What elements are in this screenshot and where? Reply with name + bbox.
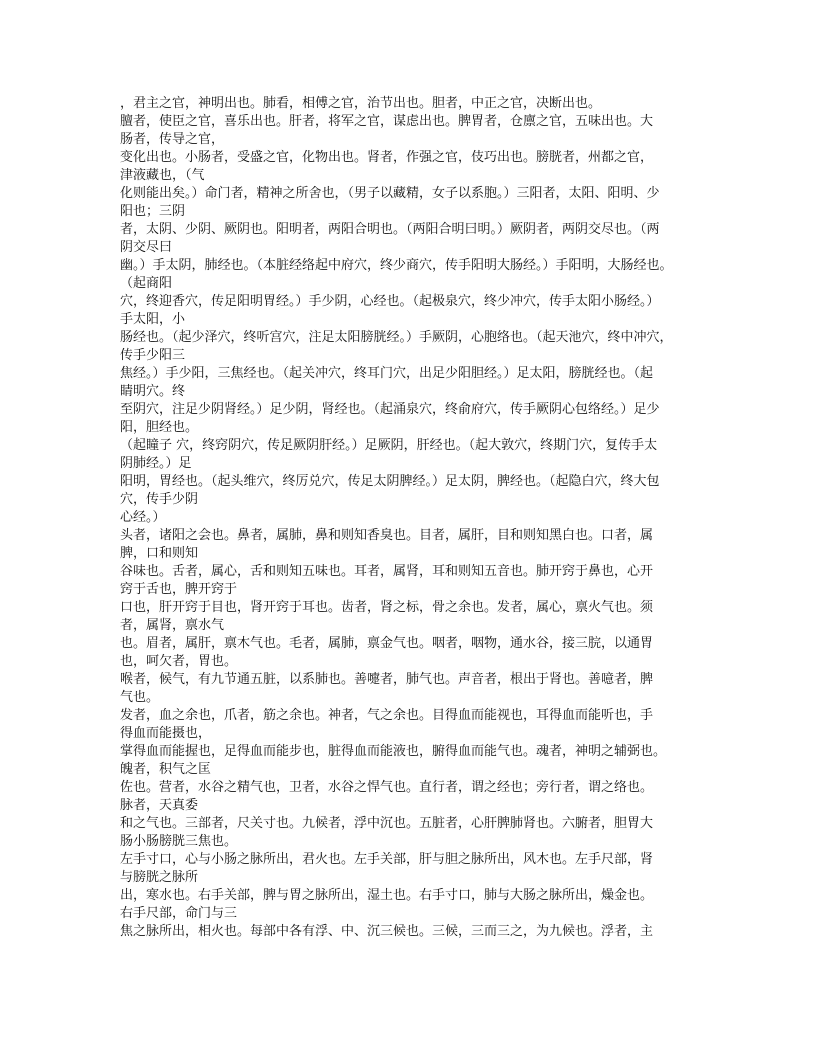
document-body [120,95,700,941]
text-line: 幽。）手太阴，肺经也。（本脏经络起中府穴，终少商穴，传手阳明大肠经。）手阳明，大肠经也。 [120,258,673,273]
text-line: 脉者，天真委 [120,798,199,813]
text-line: 焦之脉所出，相火也。每部中各有浮、中、沉三候也。三候，三而三之，为九候也。浮者，主 [120,924,654,939]
text-line: 右手尺部，命门与三 [120,906,238,921]
text-line: 津液藏也，（气 [120,168,205,183]
text-line: 得血而能摄也， [120,726,212,741]
text-line: 阳，胆经也。 [120,420,199,435]
text-line: 传手少阳三 [120,348,186,363]
text-line: 窍于舌也，脾开窍于 [120,582,238,597]
text-line: 心经。） [120,510,166,525]
text-line: 化则能出矣。）命门者，精神之所舍也，（男子以藏精，女子以系胞。）三阳者，太阳、阳明、少 [120,186,660,201]
text-line: 阳明，胃经也。（起头维穴，终厉兑穴，传足太阴脾经。）足太阴，脾经也。（起隐白穴，终大包 [120,474,660,489]
text-line: 者，属肾，禀水气 [120,618,225,633]
text-line: 手太阳，小 [120,312,186,327]
text-line: 发者，血之余也，爪者，筋之余也。神者，气之余也。目得血而能视也，耳得血而能听也，手 [120,708,654,723]
text-line: 谷味也。舌者，属心，舌和则知五味也。耳者，属肾，耳和则知五音也。肺开窍于鼻也，心开 [120,564,654,579]
text-line: 喉者，候气，有九节通五脏，以系肺也。善嚏者，肺气也。声音者，根出于肾也。善噫者，脾 [120,672,654,687]
text-line: 也，呵欠者，胃也。 [120,654,238,669]
text-line: 脾，口和则知 [120,546,199,561]
text-line: （起商阳 [120,276,173,291]
text-line: 者，太阴、少阴、厥阴也。阳明者，两阳合明也。（两阳合明曰明。）厥阴者，两阴交尽也。（两 [120,222,660,237]
text-line: 变化出也。小肠者，受盛之官，化物出也。肾者，作强之官，伎巧出也。膀胱者，州都之官， [120,150,654,165]
text-line: 穴，终迎香穴，传足阳明胃经。）手少阴，心经也。（起极泉穴，终少冲穴，传手太阳小肠经。） [120,294,660,309]
text-line: 阴交尽曰 [120,240,173,255]
text-line: 与膀胱之脉所 [120,870,199,885]
text-line: 肠者，传导之官， [120,132,225,147]
text-line: 穴，传手少阴 [120,492,199,507]
text-line: 佐也。营者，水谷之精气也，卫者，水谷之悍气也。直行者，谓之经也；旁行者，谓之络也。 [120,780,654,795]
text-line: 掌得血而能握也，足得血而能步也，脏得血而能液也，腑得血而能气也。魂者，神明之辅弼也。 [120,744,667,759]
text-line: 肠经也。（起少泽穴，终听宫穴，注足太阳膀胱经。）手厥阴，心胞络也。（起天池穴，终中冲穴， [120,330,673,345]
text-line: 阳也；三阴 [120,204,186,219]
text-line: 魄者，积气之匡 [120,762,212,777]
text-line: 和之气也。三部者，尺关寸也。九候者，浮中沉也。五脏者，心肝脾肺肾也。六腑者，胆胃大 [120,816,654,831]
text-line: 头者，诸阳之会也。鼻者，属肺，鼻和则知香臭也。目者，属肝，目和则知黑白也。口者，属 [120,528,654,543]
text-line: 出，寒水也。右手关部，脾与胃之脉所出，湿土也。右手寸口，肺与大肠之脉所出，燥金也。 [120,888,654,903]
text-line: （起瞳子 穴，终窍阴穴，传足厥阴肝经。）足厥阴，肝经也。（起大敦穴，终期门穴，复传手太 [120,438,658,453]
text-line: 肠小肠膀胱三焦也。 [120,834,238,849]
text-line: 也。眉者，属肝，禀木气也。毛者，属肺，禀金气也。咽者，咽物，通水谷，接三脘，以通胃 [120,636,654,651]
text-line: 膻者，使臣之官，喜乐出也。肝者，将军之官，谋虑出也。脾胃者，仓廪之官，五味出也。大 [120,114,654,129]
text-line: 焦经。）手少阳，三焦经也。（起关冲穴，终耳门穴，出足少阳胆经。）足太阳，膀胱经也。（起 [120,366,654,381]
text-line: 至阴穴，注足少阴肾经。）足少阴，肾经也。（起涌泉穴，终俞府穴，传手厥阴心包络经。）足少 [120,402,660,417]
text-line: ，君主之官，神明出也。肺看，相傅之官，治节出也。胆者，中正之官，决断出也。 [120,96,602,111]
text-line: 睛明穴。终 [120,384,186,399]
text-line: 阴肺经。）足 [120,456,192,471]
text-line: 左手寸口，心与小肠之脉所出，君火也。左手关部，肝与胆之脉所出，风木也。左手尺部，肾 [120,852,654,867]
text-line: 气也。 [120,690,160,705]
text-line: 口也，肝开窍于目也，肾开窍于耳也。齿者，肾之标，骨之余也。发者，属心，禀火气也。须 [120,600,654,615]
